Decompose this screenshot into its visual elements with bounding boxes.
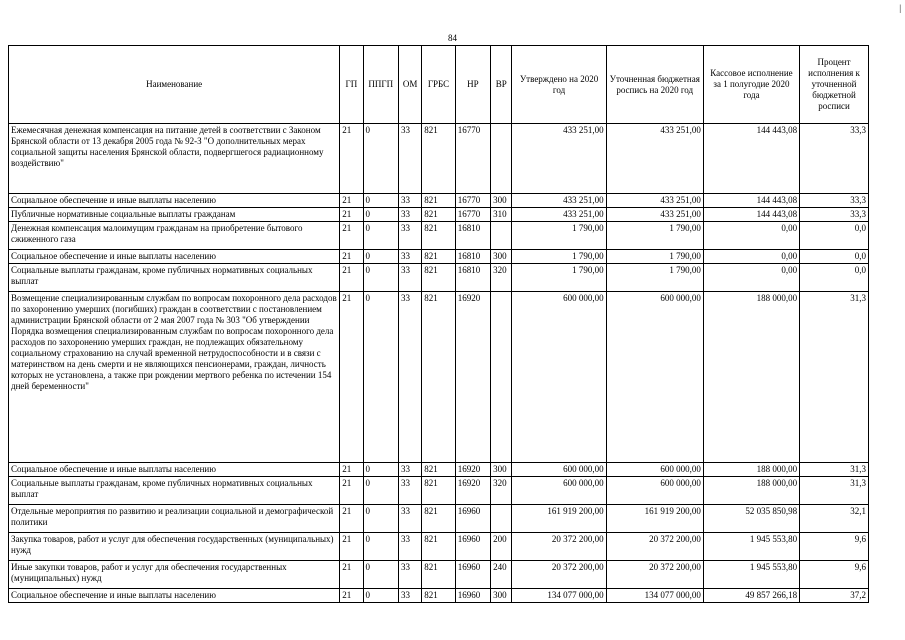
cell-ppgp: 0: [363, 505, 398, 533]
col-header-om: ОМ: [398, 46, 421, 124]
cell-refined: 433 251,00: [606, 124, 703, 194]
table-row: [9, 194, 869, 208]
cell-cash: 0,00: [703, 250, 799, 264]
cell-refined: 433 251,00: [606, 194, 703, 208]
cell-om: 33: [398, 222, 421, 250]
cell-percent: 31,3: [800, 477, 869, 505]
cell-percent: 32,1: [800, 505, 869, 533]
cell-percent: 33,3: [800, 124, 869, 194]
cell-np: 16960: [455, 561, 490, 589]
cell-vr: 300: [491, 194, 512, 208]
cell-percent: 0,0: [800, 222, 869, 250]
cell-vr: 320: [491, 264, 512, 292]
col-header-approved: Утверждено на 2020 год: [512, 46, 606, 124]
cell-name: Социальное обеспечение и иные выплаты населению: [9, 589, 340, 603]
cell-om: 33: [398, 264, 421, 292]
cell-refined: 161 919 200,00: [606, 505, 703, 533]
cell-ppgp: 0: [363, 222, 398, 250]
cell-np: 16770: [455, 194, 490, 208]
cell-cash: 144 443,08: [703, 194, 799, 208]
cell-name: Социальное обеспечение и иные выплаты населению: [9, 463, 340, 477]
cell-approved: 433 251,00: [512, 124, 606, 194]
col-header-ppgp: ППГП: [363, 46, 398, 124]
table-row: [9, 208, 869, 222]
cell-approved: 20 372 200,00: [512, 533, 606, 561]
cell-percent: 33,3: [800, 208, 869, 222]
cell-refined: 600 000,00: [606, 463, 703, 477]
cell-approved: 600 000,00: [512, 292, 606, 463]
table-row: [9, 264, 869, 292]
cell-grbs: 821: [422, 533, 455, 561]
col-header-cash: Кассовое исполнение за 1 полугодие 2020 года: [703, 46, 799, 124]
cell-vr: 200: [491, 533, 512, 561]
budget-table: [8, 45, 869, 603]
cell-name: Ежемесячная денежная компенсация на питание детей в соответствии с Законом Брянской области от 13 декабря 2005 года № 92-З "О дополнительных мерах социальной защиты населения Брянской области, подвергшегося радиационному воздействию": [9, 124, 340, 194]
page-number: 84: [448, 33, 457, 43]
cell-ppgp: 0: [363, 533, 398, 561]
cell-np: 16920: [455, 477, 490, 505]
cell-percent: 0,0: [800, 250, 869, 264]
cell-om: 33: [398, 477, 421, 505]
cell-cash: 188 000,00: [703, 463, 799, 477]
cell-approved: 600 000,00: [512, 463, 606, 477]
table-row: [9, 463, 869, 477]
cell-gp: 21: [340, 561, 363, 589]
cell-cash: 144 443,08: [703, 124, 799, 194]
cell-name: Социальные выплаты гражданам, кроме публичных нормативных социальных выплат: [9, 477, 340, 505]
cell-ppgp: 0: [363, 124, 398, 194]
cell-cash: 1 945 553,80: [703, 533, 799, 561]
cell-vr: 320: [491, 477, 512, 505]
cell-name: Закупка товаров, работ и услуг для обеспечения государственных (муниципальных) нужд: [9, 533, 340, 561]
cell-approved: 1 790,00: [512, 250, 606, 264]
cell-cash: 188 000,00: [703, 477, 799, 505]
cell-cash: 0,00: [703, 222, 799, 250]
cell-grbs: 821: [422, 194, 455, 208]
cell-vr: [491, 505, 512, 533]
cell-ppgp: 0: [363, 264, 398, 292]
cell-name: Возмещение специализированным службам по вопросам похоронного дела расходов по захоронению умерших (погибших) граждан в соответствии с постановлением администрации Брянской области от 2 мая 2007 года № 303 "Об утверждении Порядка возмещения специализированным службам по вопросам похоронного дела расходов по захоронению умерших граждан, не подлежащих обязательному социальному страхованию на случай временной нетрудоспособности и в связи с материнством на день смерти и не являющихся пенсионерами, граждан, личность которых не установлена, а также при рождении мертвого ребенка по истечении 154 дней беременности": [9, 292, 340, 463]
cell-refined: 1 790,00: [606, 222, 703, 250]
cell-approved: 600 000,00: [512, 477, 606, 505]
cell-cash: 52 035 850,98: [703, 505, 799, 533]
cell-grbs: 821: [422, 208, 455, 222]
edge-mark: |: [899, 3, 901, 13]
cell-percent: 31,3: [800, 292, 869, 463]
cell-percent: 9,6: [800, 533, 869, 561]
cell-np: 16810: [455, 264, 490, 292]
cell-name: Иные закупки товаров, работ и услуг для обеспечения государственных (муниципальных) нужд: [9, 561, 340, 589]
table-body: [9, 124, 869, 603]
cell-gp: 21: [340, 222, 363, 250]
cell-approved: 161 919 200,00: [512, 505, 606, 533]
cell-om: 33: [398, 208, 421, 222]
cell-grbs: 821: [422, 477, 455, 505]
cell-name: Социальное обеспечение и иные выплаты населению: [9, 194, 340, 208]
cell-vr: [491, 292, 512, 463]
cell-refined: 600 000,00: [606, 477, 703, 505]
table-header-row: [9, 46, 869, 124]
cell-vr: [491, 124, 512, 194]
cell-grbs: 821: [422, 222, 455, 250]
cell-ppgp: 0: [363, 589, 398, 603]
cell-om: 33: [398, 561, 421, 589]
cell-cash: 188 000,00: [703, 292, 799, 463]
cell-approved: 134 077 000,00: [512, 589, 606, 603]
cell-grbs: 821: [422, 292, 455, 463]
cell-refined: 600 000,00: [606, 292, 703, 463]
cell-cash: 144 443,08: [703, 208, 799, 222]
cell-name: Отдельные мероприятия по развитию и реализации социальной и демографической политики: [9, 505, 340, 533]
cell-approved: 1 790,00: [512, 222, 606, 250]
col-header-grbs: ГРБС: [422, 46, 455, 124]
cell-cash: 0,00: [703, 264, 799, 292]
cell-grbs: 821: [422, 589, 455, 603]
table-row: [9, 250, 869, 264]
cell-vr: [491, 222, 512, 250]
cell-om: 33: [398, 589, 421, 603]
cell-refined: 20 372 200,00: [606, 533, 703, 561]
cell-gp: 21: [340, 250, 363, 264]
col-header-vr: ВР: [491, 46, 512, 124]
cell-vr: 300: [491, 250, 512, 264]
cell-percent: 37,2: [800, 589, 869, 603]
col-header-refined: Уточненная бюджетная роспись на 2020 год: [606, 46, 703, 124]
cell-ppgp: 0: [363, 208, 398, 222]
cell-grbs: 821: [422, 124, 455, 194]
cell-percent: 31,3: [800, 463, 869, 477]
cell-grbs: 821: [422, 264, 455, 292]
cell-np: 16960: [455, 505, 490, 533]
cell-om: 33: [398, 194, 421, 208]
cell-om: 33: [398, 533, 421, 561]
cell-approved: 1 790,00: [512, 264, 606, 292]
table-row: [9, 477, 869, 505]
cell-np: 16810: [455, 222, 490, 250]
cell-name: Социальное обеспечение и иные выплаты населению: [9, 250, 340, 264]
cell-grbs: 821: [422, 463, 455, 477]
cell-ppgp: 0: [363, 561, 398, 589]
cell-grbs: 821: [422, 561, 455, 589]
cell-gp: 21: [340, 124, 363, 194]
table-row: [9, 505, 869, 533]
table-row: [9, 292, 869, 463]
cell-approved: 433 251,00: [512, 208, 606, 222]
cell-percent: 33,3: [800, 194, 869, 208]
col-header-name: Наименование: [9, 46, 340, 124]
cell-refined: 134 077 000,00: [606, 589, 703, 603]
cell-om: 33: [398, 292, 421, 463]
cell-refined: 1 790,00: [606, 250, 703, 264]
col-header-gp: ГП: [340, 46, 363, 124]
cell-gp: 21: [340, 533, 363, 561]
cell-name: Социальные выплаты гражданам, кроме публичных нормативных социальных выплат: [9, 264, 340, 292]
cell-np: 16810: [455, 250, 490, 264]
cell-cash: 49 857 266,18: [703, 589, 799, 603]
cell-vr: 240: [491, 561, 512, 589]
cell-refined: 20 372 200,00: [606, 561, 703, 589]
cell-refined: 433 251,00: [606, 208, 703, 222]
cell-ppgp: 0: [363, 194, 398, 208]
cell-approved: 20 372 200,00: [512, 561, 606, 589]
cell-gp: 21: [340, 208, 363, 222]
cell-grbs: 821: [422, 505, 455, 533]
cell-percent: 0,0: [800, 264, 869, 292]
cell-np: 16770: [455, 124, 490, 194]
cell-gp: 21: [340, 194, 363, 208]
col-header-np: НР: [455, 46, 490, 124]
cell-ppgp: 0: [363, 250, 398, 264]
cell-percent: 9,6: [800, 561, 869, 589]
table-row: [9, 561, 869, 589]
cell-ppgp: 0: [363, 477, 398, 505]
cell-om: 33: [398, 250, 421, 264]
col-header-percent: Процент исполнения к уточненной бюджетной росписи: [800, 46, 869, 124]
table-row: [9, 589, 869, 603]
cell-name: Публичные нормативные социальные выплаты гражданам: [9, 208, 340, 222]
cell-om: 33: [398, 463, 421, 477]
cell-vr: 300: [491, 589, 512, 603]
cell-np: 16960: [455, 589, 490, 603]
cell-np: 16920: [455, 463, 490, 477]
cell-ppgp: 0: [363, 463, 398, 477]
cell-gp: 21: [340, 505, 363, 533]
table-row: [9, 533, 869, 561]
cell-gp: 21: [340, 463, 363, 477]
cell-om: 33: [398, 124, 421, 194]
cell-name: Денежная компенсация малоимущим гражданам на приобретение бытового сжиженного газа: [9, 222, 340, 250]
cell-gp: 21: [340, 477, 363, 505]
cell-vr: 310: [491, 208, 512, 222]
table-row: [9, 124, 869, 194]
cell-approved: 433 251,00: [512, 194, 606, 208]
cell-vr: 300: [491, 463, 512, 477]
cell-gp: 21: [340, 264, 363, 292]
cell-gp: 21: [340, 292, 363, 463]
cell-np: 16960: [455, 533, 490, 561]
cell-np: 16920: [455, 292, 490, 463]
cell-grbs: 821: [422, 250, 455, 264]
cell-np: 16770: [455, 208, 490, 222]
cell-ppgp: 0: [363, 292, 398, 463]
cell-om: 33: [398, 505, 421, 533]
cell-gp: 21: [340, 589, 363, 603]
cell-cash: 1 945 553,80: [703, 561, 799, 589]
table-row: [9, 222, 869, 250]
cell-refined: 1 790,00: [606, 264, 703, 292]
